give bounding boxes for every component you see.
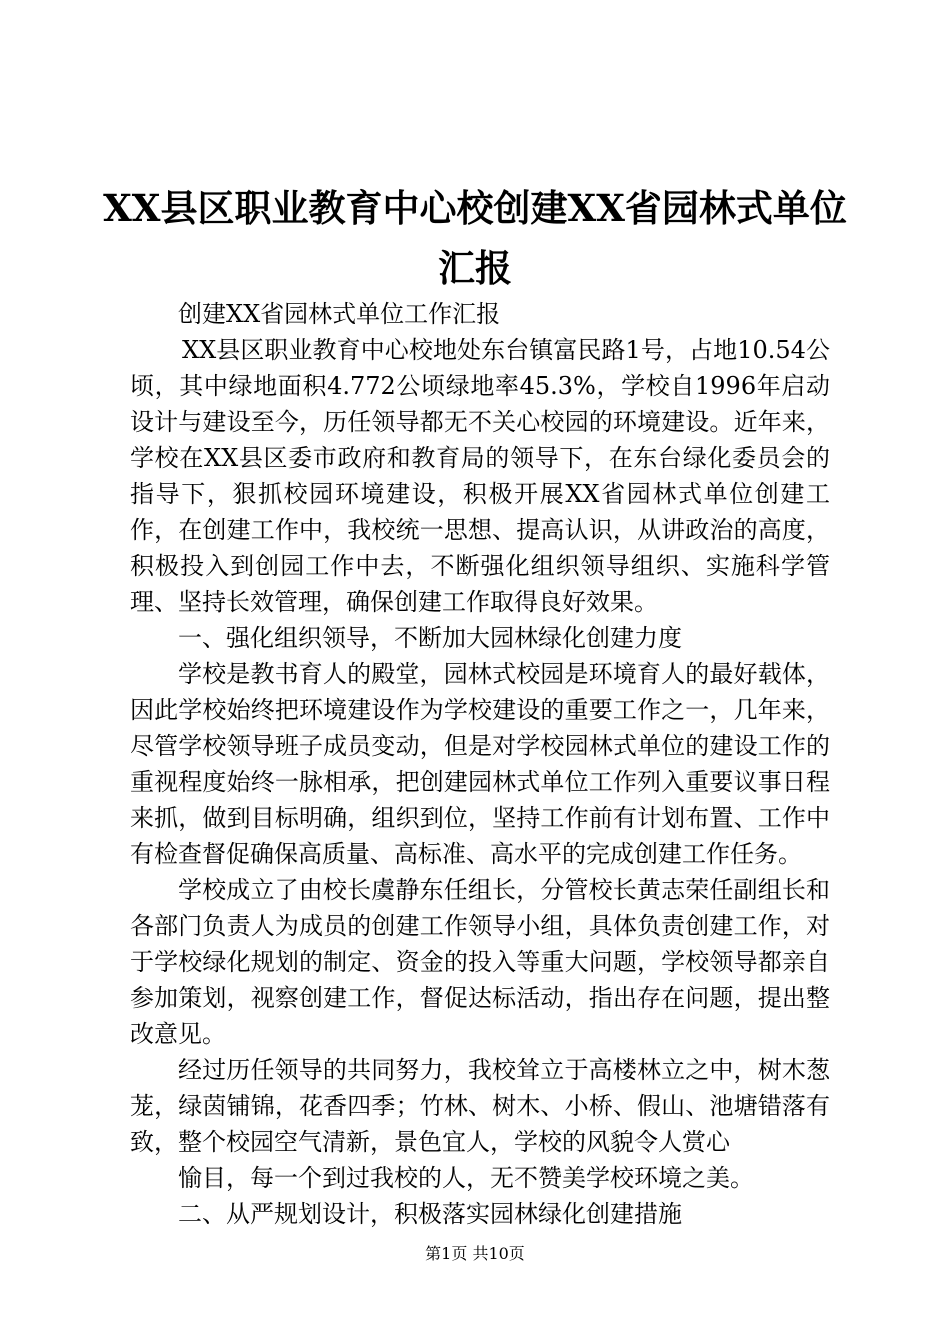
page-footer: 第1页 共10页 [425, 1244, 525, 1263]
document-title-line-2: 汇报 [438, 246, 512, 290]
body-paragraph: XX县区职业教育中心校地处东台镇富民路1号，占地10.54公顷，其中绿地面积4.772公顷绿地率45.3%，学校自1996年启动设计与建设至今，历任领导都无不关心校园的环境建设。近年来，学校在XX县区委市政府和教育局的领导下，在东台绿化委员会的指导下，狠抓校园环境建设，积极开展XX省园林式单位创建工作，在创建工作中，我校统一思想、提高认识，从讲政治的高度，积极投入到创园工作中去，不断强化组织领导组织、实施科学管理、坚持长效管理，确保创建工作取得良好效果。 [130, 336, 830, 616]
body-paragraph: 愉目，每一个到过我校的人，无不赞美学校环境之美。 [178, 1164, 754, 1192]
body-paragraph: 学校成立了由校长虞静东任组长，分管校长黄志荣任副组长和各部门负责人为成员的创建工作领导小组，具体负责创建工作，对于学校绿化规划的制定、资金的投入等重大问题，学校领导都亲自参加策划，视察创建工作，督促达标活动，指出存在问题，提出整改意见。 [130, 876, 830, 1048]
body-paragraph: 经过历任领导的共同努力，我校耸立于高楼林立之中，树木葱茏，绿茵铺锦，花香四季；竹林、树木、小桥、假山、池塘错落有致，整个校园空气清新，景色宜人，学校的风貌令人赏心 [130, 1056, 830, 1156]
subtitle-paragraph: 创建XX省园林式单位工作汇报 [178, 300, 501, 328]
document-title-line-1: XX县区职业教育中心校创建XX省园林式单位 [103, 186, 847, 230]
body-paragraph: 学校是教书育人的殿堂，园林式校园是环境育人的最好载体，因此学校始终把环境建设作为学校建设的重要工作之一，几年来，尽管学校领导班子成员变动，但是对学校园林式单位的建设工作的重视程度始终一脉相承，把创建园林式单位工作列入重要议事日程来抓，做到目标明确，组织到位，坚持工作前有计划布置、工作中有检查督促确保高质量、高标准、高水平的完成创建工作任务。 [130, 660, 830, 868]
document-body [130, 296, 830, 1232]
section-heading-2: 二、从严规划设计，积极落实园林绿化创建措施 [178, 1200, 682, 1228]
section-heading-1: 一、强化组织领导，不断加大园林绿化创建力度 [178, 624, 682, 652]
